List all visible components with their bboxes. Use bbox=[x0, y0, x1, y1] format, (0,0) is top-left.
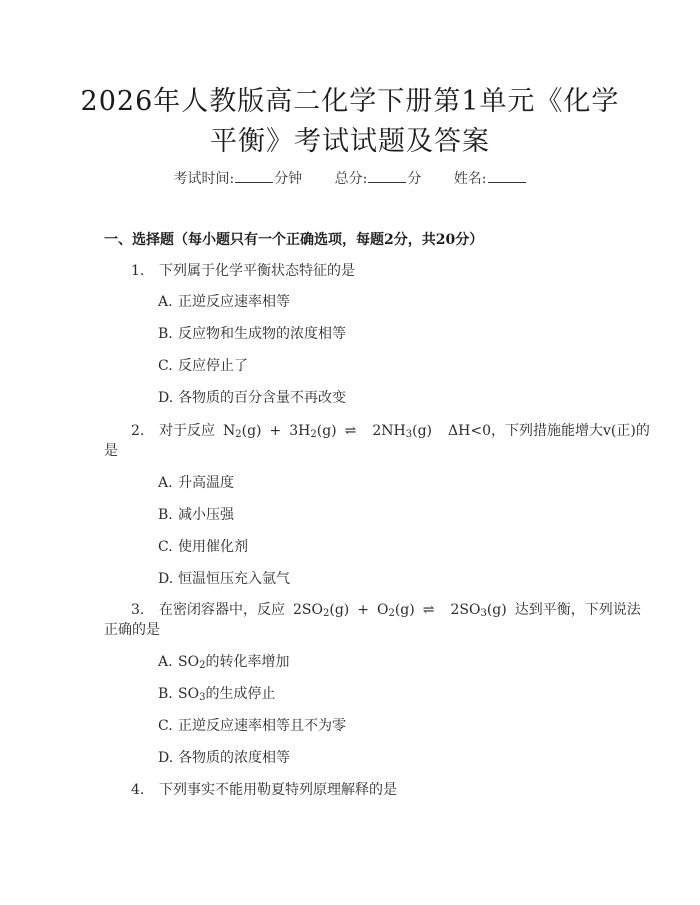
option-label: C. bbox=[158, 358, 173, 374]
option-label: A. bbox=[158, 654, 173, 670]
question-1-stem bbox=[131, 261, 355, 281]
question-3-stem-wrap: 正确的是 bbox=[104, 622, 160, 638]
exam-name-blank bbox=[488, 168, 526, 183]
question-3-stem bbox=[131, 600, 641, 620]
option-text: 各物质的浓度相等 bbox=[178, 750, 290, 766]
document-title-line-2: 平衡》考试试题及答案 bbox=[210, 126, 490, 157]
option-label: B. bbox=[158, 507, 173, 523]
option-label: D. bbox=[158, 571, 174, 587]
option-label: B. bbox=[158, 686, 173, 702]
section-header-choice: 一、选择题（每小题只有一个正确选项，每题2分，共20分） bbox=[104, 232, 484, 248]
option-text: 的生成停止 bbox=[205, 686, 276, 702]
question-number: 3. bbox=[131, 602, 145, 618]
option-text: 各物质的百分含量不再改变 bbox=[178, 390, 346, 406]
option-text: 正逆反应速率相等 bbox=[178, 294, 290, 310]
equilibrium-arrow-icon: ⇌ bbox=[422, 602, 435, 618]
option-text: 减小压强 bbox=[178, 507, 234, 523]
question-text: 下列属于化学平衡状态特征的是 bbox=[159, 263, 355, 279]
equation: $2SO_2(g) + O_2(g)$ ⇌ $2SO_3(g)$ bbox=[293, 602, 507, 619]
exam-score-blank bbox=[368, 168, 406, 183]
exam-time-unit: 分钟 bbox=[274, 171, 303, 187]
question-3-option-c bbox=[158, 716, 346, 736]
option-text: 反应停止了 bbox=[178, 358, 248, 374]
question-2-option-b bbox=[158, 505, 234, 525]
question-3-option-d bbox=[158, 748, 290, 768]
question-number: 4. bbox=[131, 782, 145, 798]
question-2-option-a bbox=[158, 473, 234, 493]
option-text: 的转化率增加 bbox=[205, 654, 290, 670]
question-text-post: 下列措施能增大v(正)的 bbox=[504, 423, 650, 439]
question-1-option-b bbox=[158, 324, 346, 344]
exam-time-label: 考试时间: bbox=[173, 171, 235, 187]
exam-info-row bbox=[0, 168, 700, 189]
option-text: 恒温恒压充入氩气 bbox=[178, 571, 290, 587]
question-text: 下列事实不能用勒夏特列原理解释的是 bbox=[159, 782, 397, 798]
equilibrium-arrow-icon: ⇌ bbox=[344, 423, 357, 439]
exam-score-label: 总分: bbox=[334, 171, 368, 187]
exam-name-label: 姓名: bbox=[453, 171, 487, 187]
question-2-option-c bbox=[158, 537, 248, 557]
question-1-option-a bbox=[158, 292, 290, 312]
equation: $N_2(g) + 3H_2(g)$ ⇌ $2NH_3(g)$ ΔH<0， bbox=[223, 423, 505, 440]
question-3-option-a: A. $SO_2$的转化率增加 bbox=[158, 654, 290, 671]
question-2-option-d bbox=[158, 569, 290, 589]
exam-score-unit: 分 bbox=[407, 171, 422, 187]
question-2-stem-wrap: 是 bbox=[104, 443, 118, 459]
exam-time bbox=[173, 168, 302, 189]
document-title-line-1: 2026年人教版高二化学下册第1单元《化学 bbox=[80, 86, 620, 117]
question-text-post: 达到平衡，下列说法 bbox=[514, 602, 641, 618]
question-1-option-c bbox=[158, 356, 248, 376]
option-text: 正逆反应速率相等且不为零 bbox=[178, 718, 346, 734]
option-label: B. bbox=[158, 326, 173, 342]
exam-score bbox=[335, 168, 422, 189]
question-text-pre: 在密闭容器中，反应 bbox=[159, 602, 285, 618]
question-2-stem bbox=[131, 421, 650, 441]
question-text-pre: 对于反应 bbox=[159, 423, 215, 439]
option-label: D. bbox=[158, 750, 174, 766]
question-number: 1. bbox=[131, 263, 145, 279]
option-label: D. bbox=[158, 390, 174, 406]
question-1-option-d bbox=[158, 388, 346, 408]
option-text: 升高温度 bbox=[178, 475, 234, 491]
exam-time-blank bbox=[235, 168, 273, 183]
option-label: A. bbox=[158, 294, 173, 310]
option-label: C. bbox=[158, 718, 173, 734]
question-number: 2. bbox=[131, 423, 145, 439]
question-4-stem bbox=[131, 780, 397, 800]
exam-name bbox=[454, 168, 527, 189]
option-text: 使用催化剂 bbox=[178, 539, 248, 555]
option-text: 反应物和生成物的浓度相等 bbox=[178, 326, 346, 342]
option-label: C. bbox=[158, 539, 173, 555]
option-label: A. bbox=[158, 475, 173, 491]
question-3-option-b: B. $SO_3$的生成停止 bbox=[158, 686, 276, 703]
